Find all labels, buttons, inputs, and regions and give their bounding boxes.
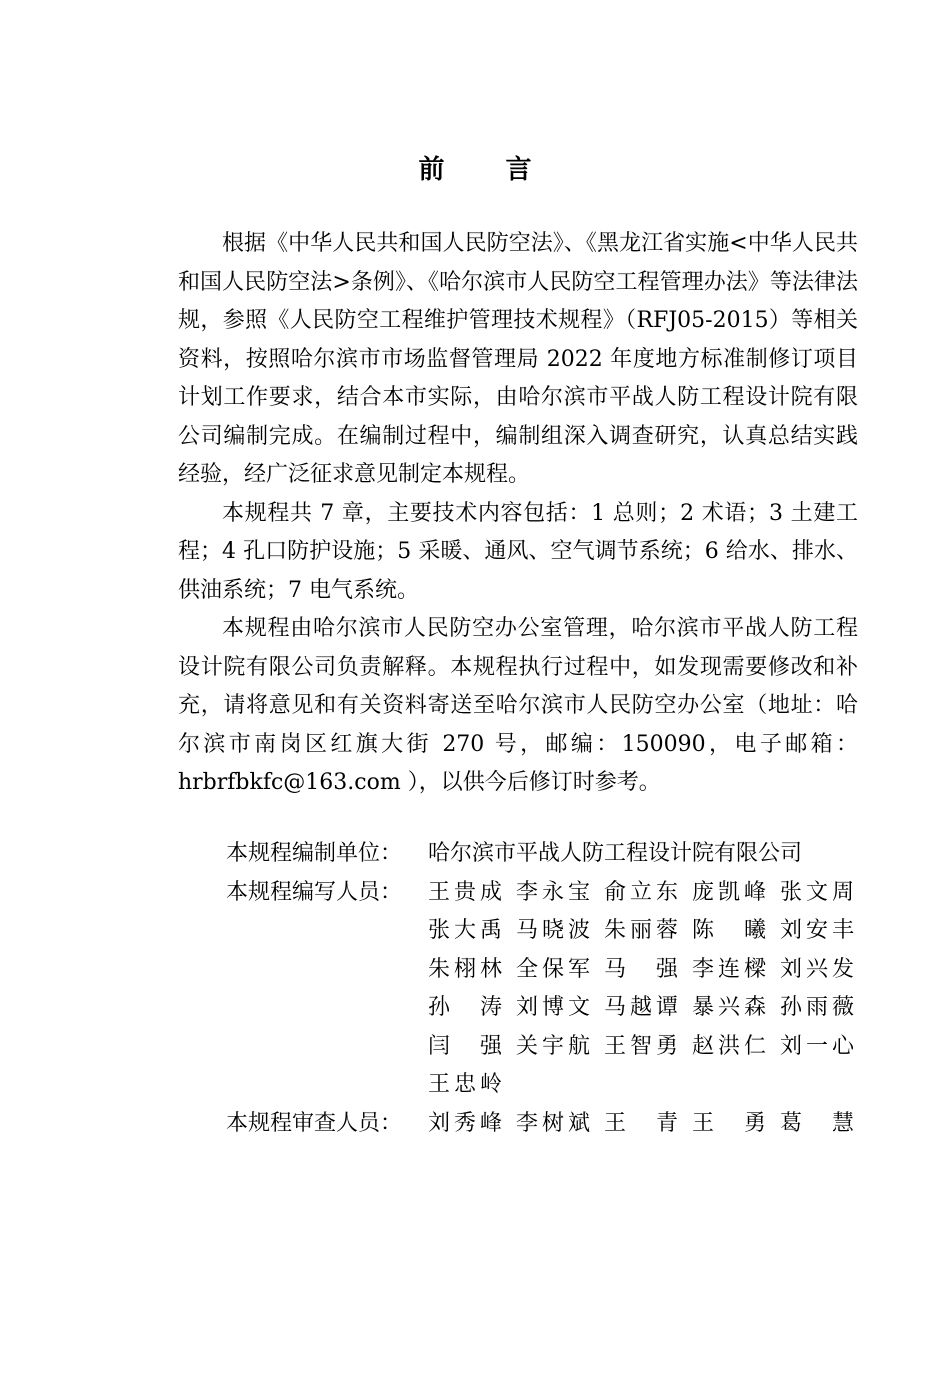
writer-name: 马晓波 xyxy=(516,918,590,943)
paragraph-contents: 本规程共 7 章，主要技术内容包括：1 总则；2 术语；3 土建工程；4 孔口防护设施；5 采暖、通风、空气调节系统；6 给水、排水、供油系统；7 电气系统。 xyxy=(178,500,858,603)
writer-name: 张大禹 xyxy=(428,918,502,943)
reviewer-name: 王 青 xyxy=(604,1110,678,1136)
writer-name: 朱丽蓉 xyxy=(604,918,678,943)
writer-name: 陈 曦 xyxy=(692,918,766,943)
reviewer-name: 王 勇 xyxy=(692,1110,766,1136)
writers-row xyxy=(178,874,878,1105)
writer-name: 关宇航 xyxy=(516,1033,590,1059)
writer-name: 孙雨薇 xyxy=(780,995,854,1020)
reviewers-row xyxy=(178,1105,878,1144)
page-title: 前 言 xyxy=(418,155,558,185)
writer-name: 孙 涛 xyxy=(428,995,502,1020)
compiling-unit-label: 本规程编制单位： xyxy=(226,841,403,866)
paragraph-basis: 根据《中华人民共和国人民防空法》、《黑龙江省实施<中华人民共和国人民防空法>条例》、《哈尔滨市人民防空工程管理办法》等法律法规，参照《人民防空工程维护管理技术规程》（RFJ05-2015）等相关资料，按照哈尔滨市市场监督管理局 2022 年度地方标准制修订项目计划工作要求，结合本市实际，由哈尔滨市平战人防工程设计院有限公司编制完成。在编制过程中，编制组深入调查研究，认真总结实践经验，经广泛征求意见制定本规程。 xyxy=(178,231,858,487)
writer-name: 刘博文 xyxy=(516,995,590,1020)
credits-section xyxy=(178,835,878,1143)
reviewers-label: 本规程审查人员： xyxy=(226,1110,403,1136)
writers-list xyxy=(428,874,868,1105)
reviewer-name: 刘秀峰 xyxy=(428,1110,502,1136)
writer-name: 全保军 xyxy=(516,956,590,982)
writer-name: 赵洪仁 xyxy=(692,1033,766,1059)
writer-name: 张文周 xyxy=(780,879,854,905)
writer-name: 庞凯峰 xyxy=(692,879,766,905)
writer-name: 刘一心 xyxy=(780,1033,854,1059)
writer-name: 李连樑 xyxy=(692,956,766,982)
compiling-unit-value: 哈尔滨市平战人防工程设计院有限公司 xyxy=(428,841,803,866)
writer-name: 刘兴发 xyxy=(780,956,854,982)
writer-name: 王忠岭 xyxy=(428,1072,502,1097)
writer-name: 俞立东 xyxy=(604,879,678,905)
writer-name: 马越谭 xyxy=(604,995,678,1020)
writer-name: 闫 强 xyxy=(428,1033,502,1059)
writers-label: 本规程编写人员： xyxy=(226,879,403,905)
writer-name: 暴兴森 xyxy=(692,995,766,1020)
reviewer-name: 葛 慧 xyxy=(780,1110,854,1136)
compiling-unit-row xyxy=(178,835,878,874)
preface-body xyxy=(178,225,858,803)
paragraph-management: 本规程由哈尔滨市人民防空办公室管理，哈尔滨市平战人防工程设计院有限公司负责解释。本规程执行过程中，如发现需要修改和补充，请将意见和有关资料寄送至哈尔滨市人民防空办公室（地址：哈尔滨市南岗区红旗大街 270 号，邮编：150090，电子邮箱：hrbrfbkfc@163.com ），以供今后修订时参考。 xyxy=(178,616,858,795)
writer-name: 马 强 xyxy=(604,956,678,982)
writer-name: 刘安丰 xyxy=(780,918,854,943)
writer-name: 王智勇 xyxy=(604,1033,678,1059)
reviewers-list xyxy=(428,1105,868,1144)
reviewer-name: 李树斌 xyxy=(516,1110,590,1136)
writer-name: 王贵成 xyxy=(428,879,502,905)
writer-name: 李永宝 xyxy=(516,879,590,905)
writer-name: 朱栩林 xyxy=(428,956,502,982)
